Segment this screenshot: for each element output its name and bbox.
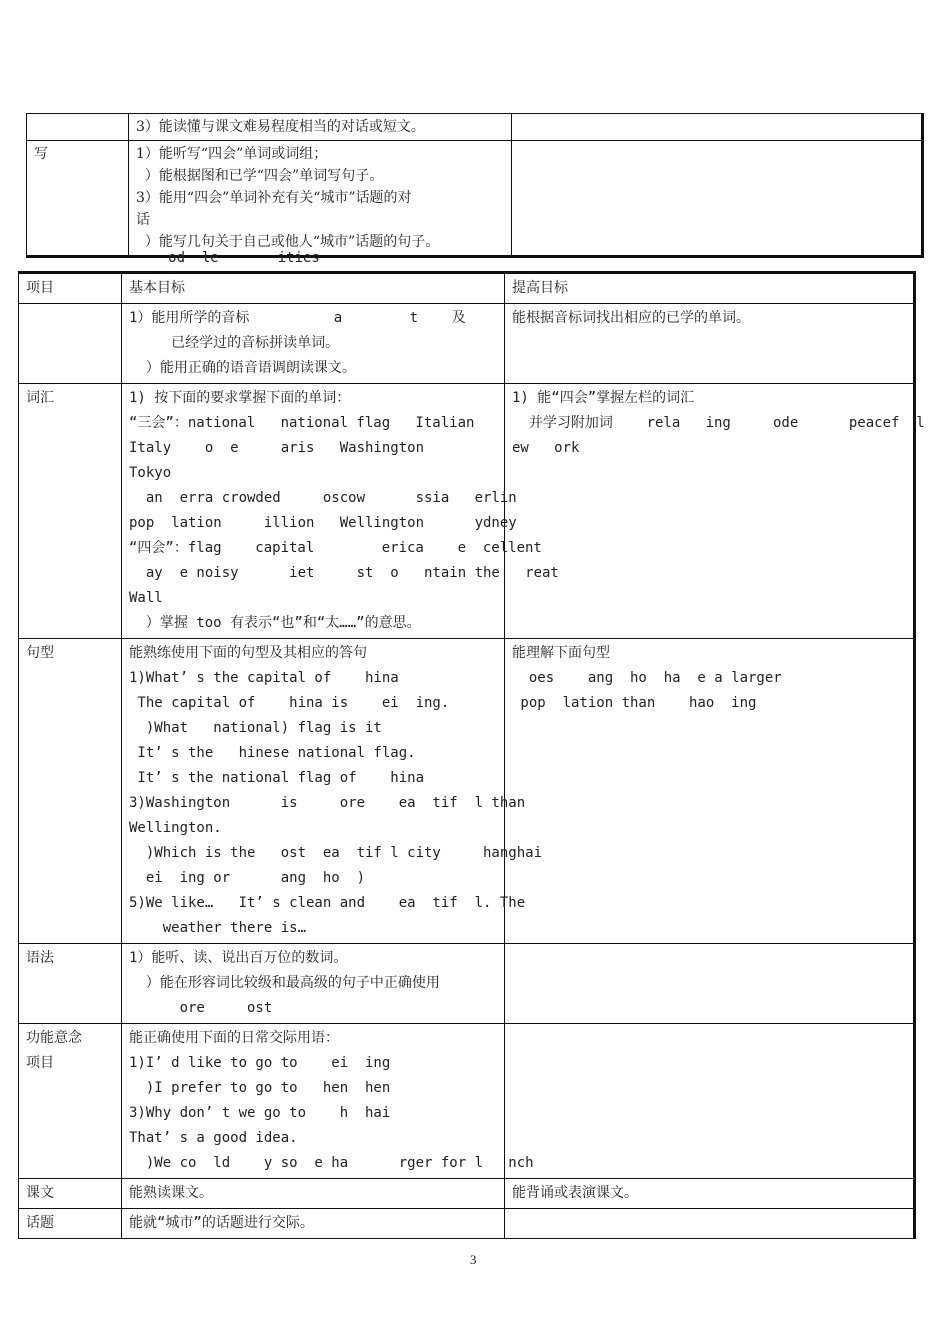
cell-line: 3)Why don’ t we go to h hai: [129, 1105, 391, 1121]
advanced-cell: [505, 1179, 915, 1209]
cell-line: Tokyo: [129, 465, 172, 481]
basic-cell: [122, 1209, 505, 1239]
header-basic: 基本目标: [122, 273, 505, 304]
basic-cell: [122, 304, 505, 384]
cell-line: pop lation illion Wellington ydney: [129, 515, 517, 531]
table-row: [19, 639, 915, 944]
objectives-table: [18, 271, 925, 1239]
cell-line: 已经学过的音标拼读单词。: [129, 335, 340, 351]
cell-line: It’ s the hinese national flag.: [129, 745, 416, 761]
cell-line: ay e noisy iet st o ntain the reat: [129, 565, 559, 581]
cell-line: 1) 能“四会”掌握左栏的词汇: [512, 390, 695, 406]
cell-line: )What national) flag is it: [129, 720, 382, 736]
basic-cell: [129, 141, 512, 257]
cell-line: 1)I’ d like to go to ei ing: [129, 1055, 391, 1071]
item-cell: 功能意念 项目: [19, 1024, 122, 1179]
advanced-cell: [505, 1209, 915, 1239]
cell-line: 能根据音标词找出相应的已学的单词。: [512, 310, 750, 326]
advanced-cell: [512, 114, 923, 141]
header-item: 项目: [19, 273, 122, 304]
cell-line: 话: [136, 212, 150, 228]
item-cell: 句型: [19, 639, 122, 944]
header-row: [19, 273, 915, 304]
cell-line: “三会”：national national flag Italian: [129, 415, 475, 431]
cell-line: weather there is…: [129, 920, 307, 936]
cell-line: ei ing or ang ho ): [129, 870, 366, 886]
advanced-cell: [505, 304, 915, 384]
cell-line: 能就“城市”的话题进行交际。: [129, 1215, 314, 1231]
cell-line: 3)Washington is ore ea tif l than: [129, 795, 526, 811]
cell-line: 3）能用“四会”单词补充有关“城市”话题的对: [136, 190, 412, 206]
item-cell: [27, 114, 129, 141]
table-row: [19, 1179, 915, 1209]
cell-line: an erra crowded oscow ssia erlin: [129, 490, 517, 506]
cell-line: It’ s the national flag of hina: [129, 770, 425, 786]
page-number: 3: [470, 1252, 477, 1267]
advanced-cell: [505, 1024, 915, 1179]
cell-line: That’ s a good idea.: [129, 1130, 298, 1146]
item-cell: 话题: [19, 1209, 122, 1239]
table-row: [27, 141, 923, 257]
cell-line: )We co ld y so e ha rger for l nch: [129, 1155, 534, 1171]
cell-line: 1) 按下面的要求掌握下面的单词：: [129, 390, 351, 406]
section-caption: od le ities: [126, 250, 320, 266]
item-cell: 语法: [19, 944, 122, 1024]
basic-cell: [122, 944, 505, 1024]
cell-line: oes ang ho ha e a larger: [512, 670, 782, 686]
cell-line: )Which is the ost ea tif l city hanghai: [129, 845, 543, 861]
basic-cell: [122, 639, 543, 944]
basic-cell: [122, 1179, 505, 1209]
cell-line: 能背诵或表演课文。: [512, 1185, 638, 1201]
advanced-cell: [505, 944, 915, 1024]
table-row: [19, 1209, 915, 1239]
cell-line: ）掌握 too 有表示“也”和“太……”的意思。: [129, 615, 421, 631]
table-row: [19, 1024, 915, 1179]
cell-line: 能熟读课文。: [129, 1185, 213, 1201]
cell-line: ore ost: [129, 1000, 273, 1016]
cell-line: ）能在形容词比较级和最高级的句子中正确使用: [129, 975, 440, 991]
cell-line: ）能写几句关于自己或他人“城市”话题的句子。: [136, 234, 440, 250]
basic-cell: [129, 114, 512, 141]
cell-line: “四会”：flag capital erica e cellent: [129, 540, 542, 556]
cell-line: 5)We like… It’ s clean and ea tif l. The: [129, 895, 526, 911]
cell-line: ）能用正确的语音语调朗读课文。: [129, 360, 356, 376]
cell-line: Wall: [129, 590, 163, 606]
cell-line: ）能根据图和已学“四会”单词写句子。: [136, 168, 384, 184]
table-row: [19, 944, 915, 1024]
cell-line: 能熟练使用下面的句型及其相应的答句: [129, 645, 367, 661]
cell-line: The capital of hina is ei ing.: [129, 695, 450, 711]
cell-line: pop lation than hao ing: [512, 695, 757, 711]
cell-line: 并学习附加词 rela ing ode peacef l: [512, 415, 925, 431]
header-advanced: 提高目标: [505, 273, 915, 304]
cell-line: Wellington.: [129, 820, 222, 836]
cell-text: 3）能读懂与课文难易程度相当的对话或短文。: [136, 119, 425, 135]
cell-line: 1)What’ s the capital of hina: [129, 670, 399, 686]
table-row: [19, 384, 915, 639]
table-row: [19, 304, 915, 384]
cell-line: 1）能用所学的音标 a t 及: [129, 310, 466, 326]
advanced-cell: [512, 141, 923, 257]
cell-line: Italy o e aris Washington: [129, 440, 425, 456]
table-row: [27, 114, 923, 141]
item-cell: 写: [27, 141, 129, 257]
cell-line: 1）能听写“四会”单词或词组；: [136, 146, 328, 162]
basic-cell: [122, 1024, 534, 1179]
cell-line: 1）能听、读、说出百万位的数词。: [129, 950, 348, 966]
cell-line: ew ork: [512, 440, 580, 456]
cell-line: 能理解下面句型: [512, 645, 610, 661]
advanced-cell: [505, 384, 925, 639]
item-cell: 课文: [19, 1179, 122, 1209]
item-cell: 词汇: [19, 384, 122, 639]
top-table: [26, 113, 924, 258]
item-cell: [19, 304, 122, 384]
advanced-cell: [505, 639, 915, 944]
cell-line: )I prefer to go to hen hen: [129, 1080, 391, 1096]
cell-line: 能正确使用下面的日常交际用语：: [129, 1030, 339, 1046]
